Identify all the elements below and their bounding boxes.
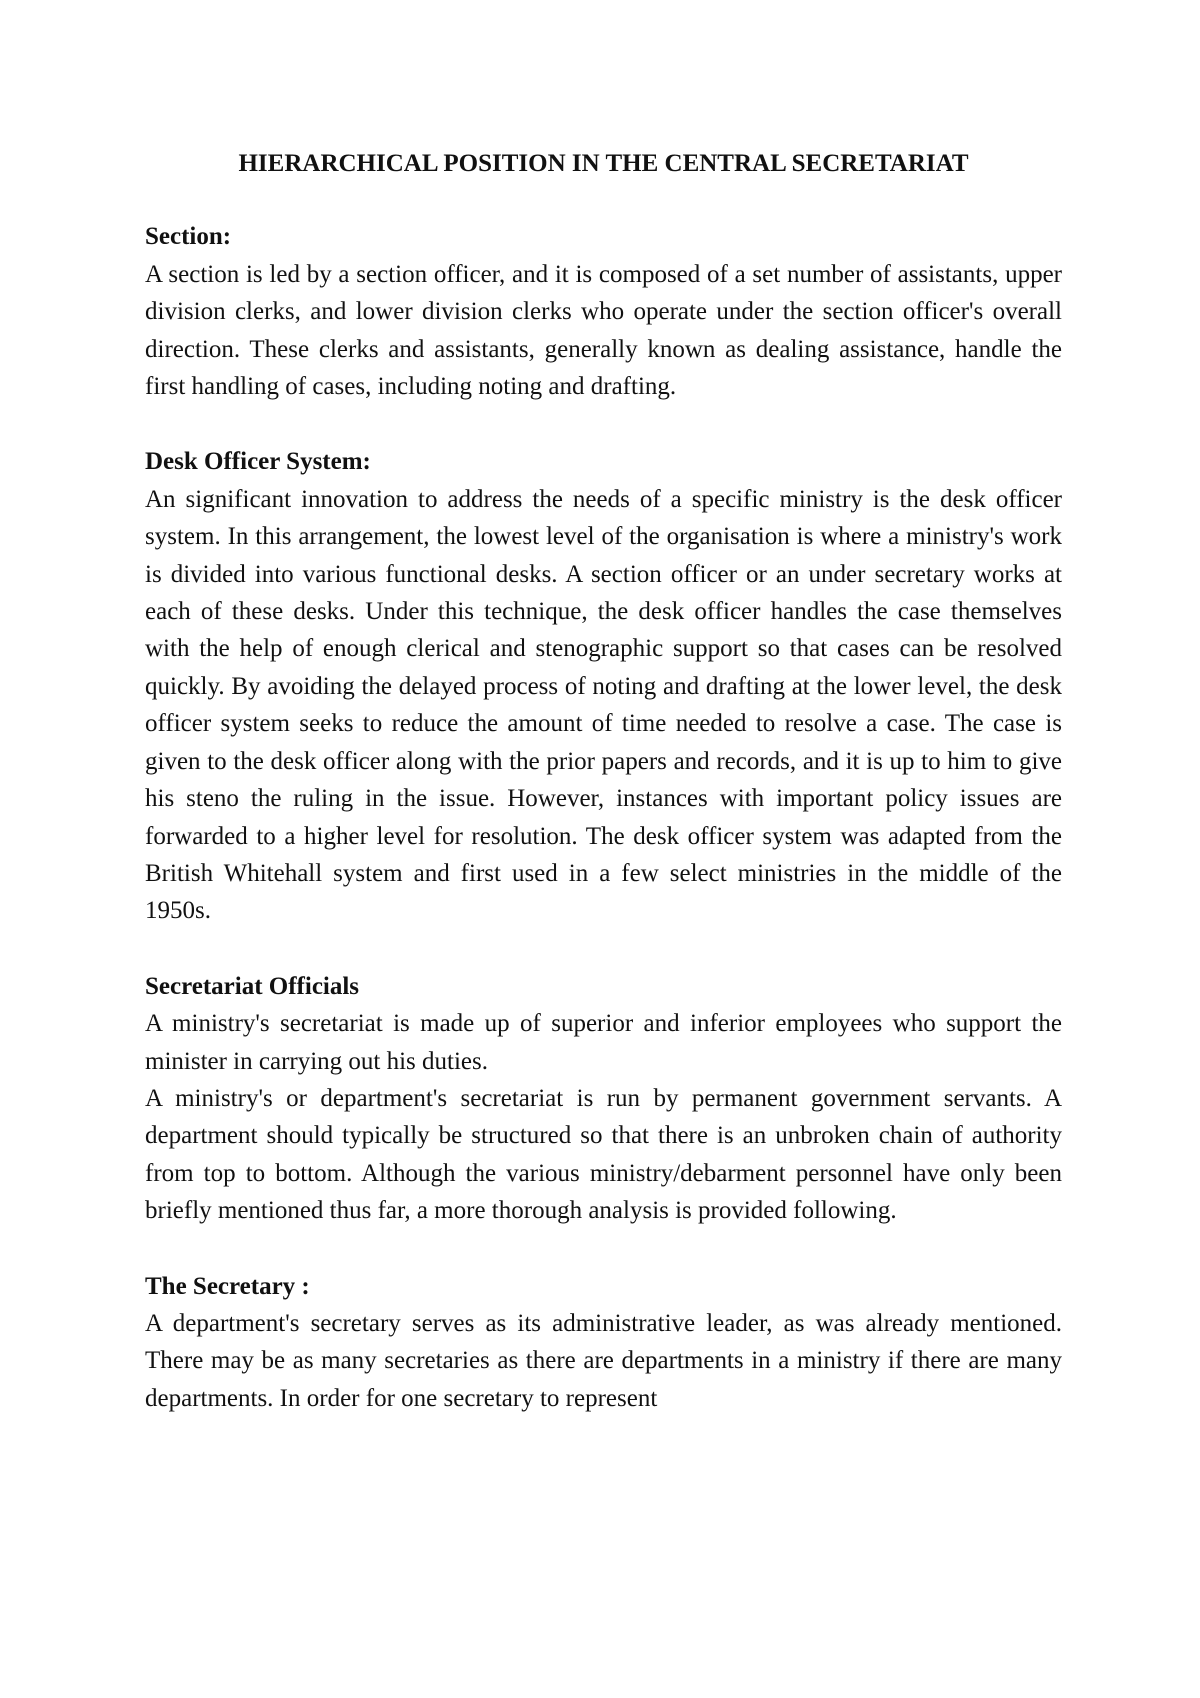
secretariat-officials-paragraph-1: A ministry's secretariat is made up of superior and inferior employees who support the minister in carrying out his duties.: [145, 1010, 1062, 1075]
section-secretariat-officials: [145, 968, 1062, 1230]
the-secretary-heading: The Secretary :: [145, 1272, 310, 1300]
document-content: [145, 145, 1062, 1455]
document-title: HIERARCHICAL POSITION IN THE CENTRAL SECRETARIAT: [238, 150, 969, 177]
section-section: [145, 218, 1062, 405]
section-the-secretary: [145, 1268, 1062, 1418]
desk-officer-system-paragraph: An significant innovation to address the needs of a specific ministry is the desk officer system. In this arrangement, the lowest level of the organisation is where a ministry's work is divided into various functional desks. A section officer or an under secretary works at each of these desks. Under this technique, the desk officer handles the case themselves with the help of enough clerical and stenographic support so that cases can be resolved quickly. By avoiding the delayed process of noting and drafting at the lower level, the desk officer system seeks to reduce the amount of time needed to resolve a case. The case is given to the desk officer along with the prior papers and records, and it is up to him to give his steno the ruling in the issue. However, instances with important policy issues are forwarded to a higher level for resolution. The desk officer system was adapted from the British Whitehall system and first used in a few select ministries in the middle of the 1950s.: [145, 485, 1062, 925]
section-desk-officer-system: [145, 443, 1062, 929]
the-secretary-paragraph: A department's secretary serves as its administrative leader, as was already mentioned. There may be as many secretaries as there are departments in a ministry if there are many departments. In order for one secretary to represent: [145, 1309, 1062, 1412]
section-paragraph: A section is led by a section officer, and it is composed of a set number of assistants, upper division clerks, and lower division clerks who operate under the section officer's overall direction. These clerks and assistants, generally known as dealing assistance, handle the first handling of cases, including noting and drafting.: [145, 260, 1062, 401]
secretariat-officials-paragraph-2: A ministry's or department's secretariat is run by permanent government servants. A department should typically be structured so that there is an unbroken chain of authority from top to bottom. Although the various ministry/debarment personnel have only been briefly mentioned thus far, a more thorough analysis is provided following.: [145, 1084, 1062, 1225]
section-heading: Section:: [145, 223, 232, 251]
secretariat-officials-heading: Secretariat Officials: [145, 972, 360, 1000]
desk-officer-system-heading: Desk Officer System:: [145, 448, 371, 476]
